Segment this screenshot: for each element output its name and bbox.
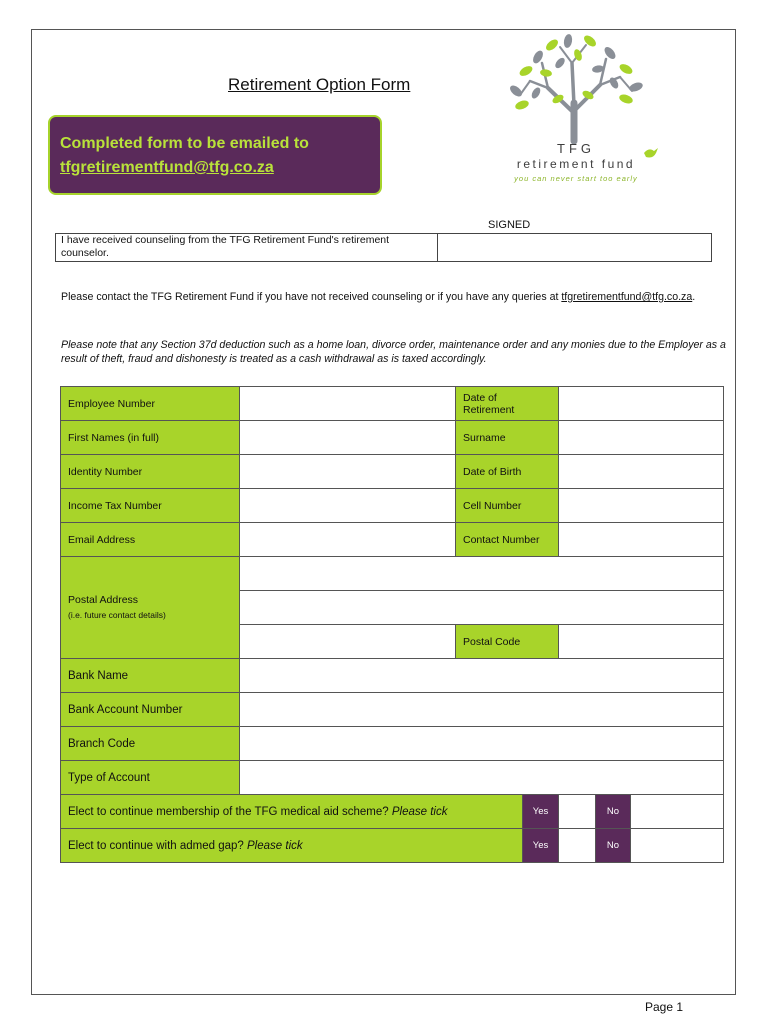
admed-gap-no-label: No xyxy=(596,829,631,863)
bank-name-field[interactable] xyxy=(240,659,724,693)
date-of-retirement-label: Date of Retirement xyxy=(456,387,559,421)
logo-tagline: you can never start too early xyxy=(514,174,638,183)
type-of-account-field[interactable] xyxy=(240,761,724,795)
page-title: Retirement Option Form xyxy=(228,75,411,94)
email-instruction-address[interactable]: tfgretirementfund@tfg.co.za xyxy=(60,159,274,176)
contact-paragraph xyxy=(61,291,721,304)
cell-number-label: Cell Number xyxy=(456,489,559,523)
medical-aid-yes-checkbox[interactable] xyxy=(559,795,596,829)
email-address-label: Email Address xyxy=(61,523,240,557)
admed-gap-no-checkbox[interactable] xyxy=(631,829,724,863)
contact-email-link[interactable]: tfgretirementfund@tfg.co.za xyxy=(561,291,693,303)
member-details-table xyxy=(60,386,724,863)
bank-name-label: Bank Name xyxy=(61,659,240,693)
postal-address-label-text: Postal Address xyxy=(68,593,139,606)
surname-field[interactable] xyxy=(559,421,724,455)
page-number: Page 1 xyxy=(645,1000,684,1014)
counseling-table xyxy=(55,233,712,262)
surname-label: Surname xyxy=(456,421,559,455)
logo-name: TFG xyxy=(557,141,595,156)
counseling-statement: I have received counseling from the TFG Retirement Fund's retirement counselor. xyxy=(56,234,438,262)
bank-account-number-field[interactable] xyxy=(240,693,724,727)
contact-number-label: Contact Number xyxy=(456,523,559,557)
employee-number-field[interactable] xyxy=(240,387,456,421)
postal-address-label xyxy=(61,557,240,659)
signed-label: SIGNED xyxy=(488,219,531,231)
contact-number-field[interactable] xyxy=(559,523,724,557)
postal-address-line-1[interactable] xyxy=(240,557,724,591)
medical-aid-yes-label: Yes xyxy=(523,795,559,829)
postal-code-label: Postal Code xyxy=(456,625,559,659)
first-names-field[interactable] xyxy=(240,421,456,455)
cell-number-field[interactable] xyxy=(559,489,724,523)
postal-code-field[interactable] xyxy=(559,625,724,659)
medical-aid-tick-hint: Please tick xyxy=(391,805,448,818)
postal-address-note: (i.e. future contact details) xyxy=(68,609,166,620)
postal-address-line-3[interactable] xyxy=(240,625,456,659)
first-names-label: First Names (in full) xyxy=(61,421,240,455)
logo-subtitle: retirement fund xyxy=(516,157,636,171)
section-37d-note: Please note that any Section 37d deduction such as a home loan, divorce order, maintenance order and any monies due to the Employer as a result of theft, fraud and dishonesty is treated as a cash withdrawal as is taxed accordingly. xyxy=(61,339,726,365)
medical-aid-election-text: Elect to continue membership of the TFG medical aid scheme? xyxy=(68,805,389,818)
income-tax-number-label: Income Tax Number xyxy=(61,489,240,523)
bank-account-number-label: Bank Account Number xyxy=(61,693,240,727)
email-instruction-text: Completed form to be emailed to xyxy=(60,135,309,152)
signature-field[interactable] xyxy=(438,234,712,262)
medical-aid-no-checkbox[interactable] xyxy=(631,795,724,829)
income-tax-number-field[interactable] xyxy=(240,489,456,523)
email-address-field[interactable] xyxy=(240,523,456,557)
identity-number-label: Identity Number xyxy=(61,455,240,489)
admed-gap-tick-hint: Please tick xyxy=(247,839,303,852)
admed-gap-yes-label: Yes xyxy=(523,829,559,863)
medical-aid-election-label xyxy=(61,795,523,829)
date-of-birth-field[interactable] xyxy=(559,455,724,489)
employee-number-label: Employee Number xyxy=(61,387,240,421)
admed-gap-yes-checkbox[interactable] xyxy=(559,829,596,863)
admed-gap-election-label xyxy=(61,829,523,863)
date-of-birth-label: Date of Birth xyxy=(456,455,559,489)
branch-code-label: Branch Code xyxy=(61,727,240,761)
email-instruction-box xyxy=(48,115,382,195)
tfg-logo xyxy=(486,33,666,193)
admed-gap-election-text: Elect to continue with admed gap? xyxy=(68,839,244,852)
medical-aid-no-label: No xyxy=(596,795,631,829)
type-of-account-label: Type of Account xyxy=(61,761,240,795)
identity-number-field[interactable] xyxy=(240,455,456,489)
branch-code-field[interactable] xyxy=(240,727,724,761)
date-of-retirement-field[interactable] xyxy=(559,387,724,421)
contact-text: Please contact the TFG Retirement Fund if you have not received counseling or if you have any queries at xyxy=(61,291,559,303)
postal-address-line-2[interactable] xyxy=(240,591,724,625)
contact-suffix: . xyxy=(692,291,696,303)
